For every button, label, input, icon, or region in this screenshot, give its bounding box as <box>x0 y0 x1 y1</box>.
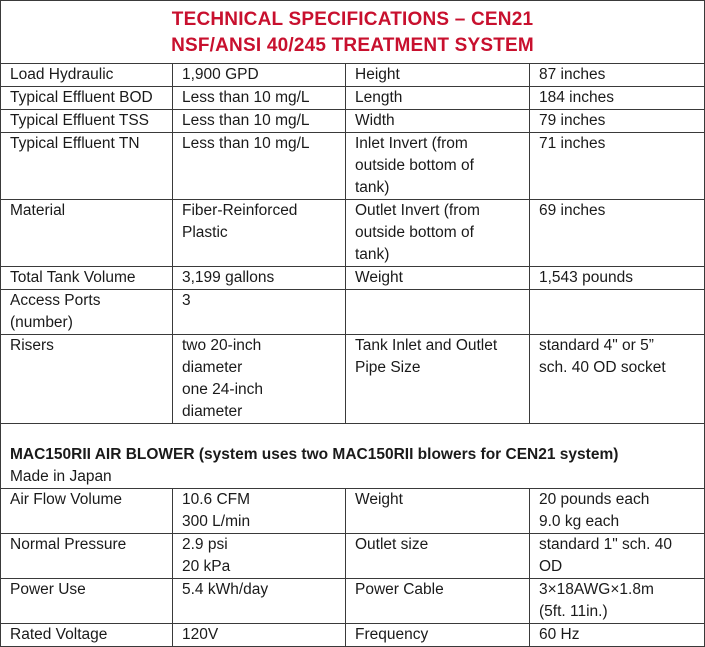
empty-cell <box>346 290 530 335</box>
spec-value <box>173 489 346 534</box>
spec-value <box>530 579 705 624</box>
spec-value: 3,199 gallons <box>173 267 346 290</box>
spec-label <box>346 200 530 267</box>
table-row <box>1 200 705 267</box>
value-line: 20 kPa <box>182 558 231 575</box>
value-line: 3×18AWG×1.8m <box>539 581 654 598</box>
value-line: 9.0 kg each <box>539 513 620 530</box>
value-line: 300 L/min <box>182 513 251 530</box>
spec-value <box>173 200 346 267</box>
section-origin: Made in Japan <box>10 468 112 485</box>
table-row <box>1 64 705 87</box>
spec-label <box>1 290 173 335</box>
table-row <box>1 87 705 110</box>
spec-label: Weight <box>346 267 530 290</box>
spec-label: Typical Effluent BOD <box>1 87 173 110</box>
value-line: 20 pounds each <box>539 491 650 508</box>
spec-value: 60 Hz <box>530 624 705 647</box>
table-row <box>1 335 705 424</box>
spec-value: 184 inches <box>530 87 705 110</box>
value-line: standard 4" or 5” <box>539 337 654 354</box>
title-line-1: TECHNICAL SPECIFICATIONS – CEN21 <box>171 9 534 30</box>
spec-value: 79 inches <box>530 110 705 133</box>
value-line: Plastic <box>182 224 228 241</box>
section-row <box>1 424 705 489</box>
spec-label <box>346 335 530 424</box>
spec-label: Width <box>346 110 530 133</box>
value-line: diameter <box>182 359 243 376</box>
spec-label: Power Cable <box>346 579 530 624</box>
label-line: Access Ports <box>10 292 101 309</box>
table-row <box>1 133 705 200</box>
title-row <box>1 1 705 64</box>
spec-value: Less than 10 mg/L <box>173 87 346 110</box>
spec-label: Risers <box>1 335 173 424</box>
label-line: tank) <box>355 246 390 263</box>
spec-value <box>530 335 705 424</box>
spec-label: Outlet size <box>346 534 530 579</box>
spec-label: Material <box>1 200 173 267</box>
spec-label: Power Use <box>1 579 173 624</box>
value-line: 10.6 CFM <box>182 491 251 508</box>
label-line: Tank Inlet and Outlet <box>355 337 498 354</box>
spec-label: Normal Pressure <box>1 534 173 579</box>
empty-cell <box>530 290 705 335</box>
label-line: Pipe Size <box>355 359 421 376</box>
spec-label: Load Hydraulic <box>1 64 173 87</box>
spec-value: 3 <box>173 290 346 335</box>
label-line: tank) <box>355 179 390 196</box>
spec-label: Typical Effluent TSS <box>1 110 173 133</box>
label-line: (number) <box>10 314 73 331</box>
value-line: 2.9 psi <box>182 536 228 553</box>
table-row <box>1 110 705 133</box>
spec-value: 69 inches <box>530 200 705 267</box>
value-line: two 20-inch <box>182 337 262 354</box>
spec-value <box>173 335 346 424</box>
spec-label: Air Flow Volume <box>1 489 173 534</box>
table-row <box>1 489 705 534</box>
spec-value <box>530 534 705 579</box>
table-row <box>1 534 705 579</box>
spec-label: Length <box>346 87 530 110</box>
table-row <box>1 624 705 647</box>
spec-label: Height <box>346 64 530 87</box>
spec-value: 120V <box>173 624 346 647</box>
spec-value <box>173 534 346 579</box>
label-line: Inlet Invert (from <box>355 135 468 152</box>
value-line: standard 1" sch. 40 <box>539 536 673 553</box>
table-row <box>1 579 705 624</box>
title-line-2: NSF/ANSI 40/245 TREATMENT SYSTEM <box>171 35 534 56</box>
value-line: one 24-inch <box>182 381 264 398</box>
label-line: outside bottom of <box>355 224 474 241</box>
spec-value: 5.4 kWh/day <box>173 579 346 624</box>
blower-section-header <box>1 424 705 489</box>
spec-label: Frequency <box>346 624 530 647</box>
table-row <box>1 290 705 335</box>
label-line: Outlet Invert (from <box>355 202 480 219</box>
spec-value: Less than 10 mg/L <box>173 133 346 200</box>
value-line: OD <box>539 558 563 575</box>
section-heading: MAC150RII AIR BLOWER (system uses two MAC150RII blowers for CEN21 system) <box>10 446 619 463</box>
spec-label <box>346 133 530 200</box>
value-line: (5ft. 11in.) <box>539 603 608 620</box>
spec-value: Less than 10 mg/L <box>173 110 346 133</box>
spec-value: 87 inches <box>530 64 705 87</box>
spec-label: Weight <box>346 489 530 534</box>
spec-label: Typical Effluent TN <box>1 133 173 200</box>
table-row <box>1 267 705 290</box>
value-line: sch. 40 OD socket <box>539 359 666 376</box>
spec-label: Total Tank Volume <box>1 267 173 290</box>
value-line: diameter <box>182 403 243 420</box>
page-title <box>1 1 705 64</box>
value-line: Fiber-Reinforced <box>182 202 298 219</box>
spec-value: 71 inches <box>530 133 705 200</box>
spec-value <box>530 489 705 534</box>
spec-value: 1,543 pounds <box>530 267 705 290</box>
spec-label: Rated Voltage <box>1 624 173 647</box>
spec-value: 1,900 GPD <box>173 64 346 87</box>
label-line: outside bottom of <box>355 157 474 174</box>
